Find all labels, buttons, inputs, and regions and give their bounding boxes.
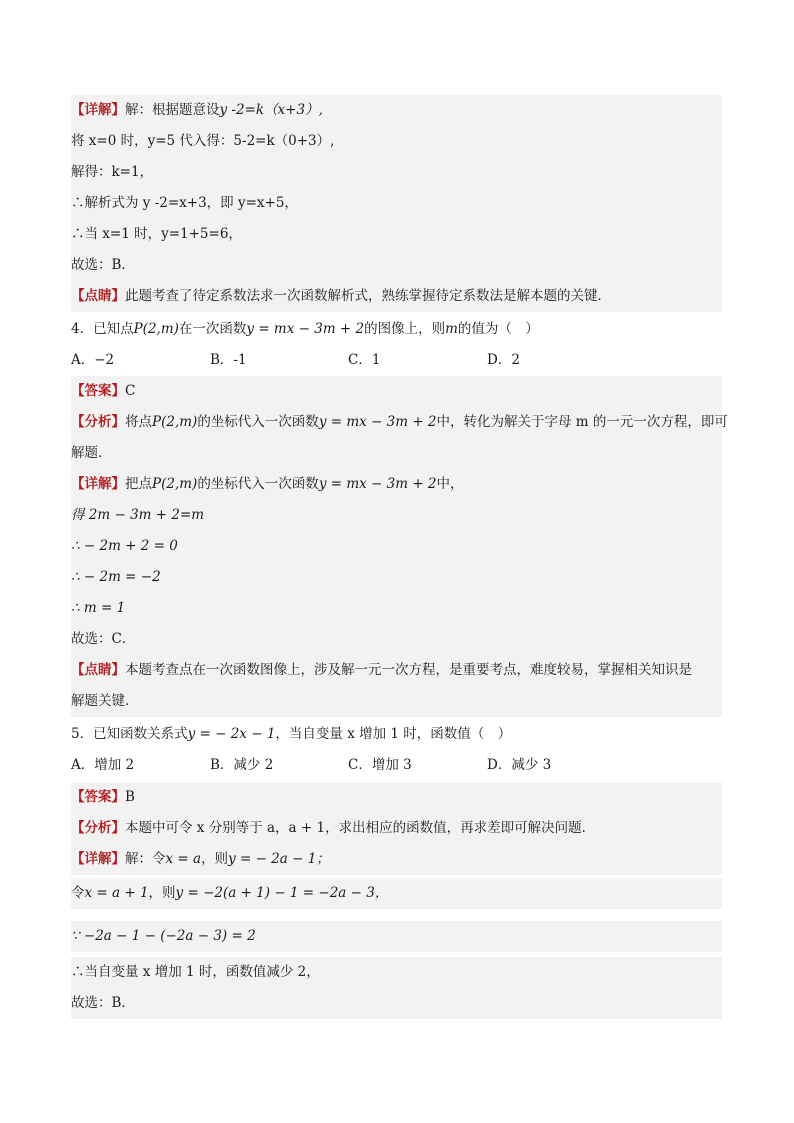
detail-tag: 【详解】 — [71, 102, 125, 118]
q5-function: y = − 2x − 1 — [187, 726, 276, 742]
q3-substitute-line: 将 x=0 时，y=5 代入得：5-2=k（0+3）, — [71, 126, 722, 157]
answer-value: B — [125, 789, 135, 805]
q3-detail-line — [71, 95, 722, 126]
q5-choice-line: 故选：B． — [71, 988, 722, 1019]
q4-comment-cont: 解题关键． — [71, 686, 722, 717]
q4-comment-line — [71, 655, 722, 686]
comment-tag: 【点睛】 — [71, 288, 125, 304]
q4-option-c: C．1 — [348, 352, 381, 368]
detail-text: 把点 — [125, 476, 152, 492]
comment-tag: 【点睛】 — [71, 662, 125, 678]
q5-stem-text: 5．已知函数关系式 — [71, 726, 188, 742]
detail-text: 解：根据题意设 — [125, 102, 220, 118]
q4-step-2: ∴ − 2m + 2 = 0 — [71, 531, 722, 562]
q4-step-1: 得 2m − 3m + 2=m — [71, 500, 722, 531]
q4-function: y = mx − 3m + 2 — [318, 414, 437, 430]
q5-stem — [71, 719, 722, 750]
q5-option-d: D．减少 3 — [487, 757, 552, 773]
q4-point: P(2,m) — [152, 414, 198, 430]
q5-step-3: ∴当自变量 x 增加 1 时，函数值减少 2， — [71, 957, 722, 988]
analysis-text: 的坐标代入一次函数 — [197, 414, 319, 430]
q4-detail-line — [71, 469, 722, 500]
detail-text: 解：令 — [125, 851, 166, 867]
q4-function: y = mx − 3m + 2 — [246, 321, 365, 337]
q4-option-b: B．-1 — [210, 352, 247, 368]
q4-stem-text: 的图像上，则 — [364, 321, 446, 337]
q5-let-expr: x = a + 1 — [84, 885, 149, 901]
q4-options — [71, 345, 722, 376]
q5-step-1 — [71, 878, 722, 909]
q4-stem-text: 4．已知点 — [71, 321, 134, 337]
q5-options — [71, 750, 722, 781]
q4-point: P(2,m) — [133, 321, 179, 337]
q5-analysis-line — [71, 813, 722, 844]
q4-answer-line — [71, 376, 722, 407]
q5-answer-line — [71, 782, 722, 813]
detail-text: 的坐标代入一次函数 — [197, 476, 319, 492]
q5-stem-text: ，当自变量 x 增加 1 时，函数值（ ） — [275, 726, 512, 742]
q4-function: y = mx − 3m + 2 — [318, 476, 437, 492]
q4-choice-line: 故选：C． — [71, 624, 722, 655]
q4-step-4: ∴ m = 1 — [71, 593, 722, 624]
analysis-tag: 【分析】 — [71, 414, 125, 430]
q4-analysis-line — [71, 407, 728, 438]
step-text: 令 — [71, 885, 85, 901]
q5-detail-line — [71, 844, 722, 875]
q4-step-3: ∴ − 2m = −2 — [71, 562, 722, 593]
q5-option-a: A．增加 2 — [71, 757, 135, 773]
detail-expr: y -2=k（x+3）, — [219, 102, 323, 118]
q4-stem-text: 的值为（ ） — [457, 321, 539, 337]
q4-option-d: D．2 — [487, 352, 520, 368]
q4-stem — [71, 314, 722, 345]
q4-option-a: A．−2 — [71, 352, 115, 368]
q5-let-expr: x = a — [165, 851, 202, 867]
answer-tag: 【答案】 — [71, 383, 125, 399]
analysis-tag: 【分析】 — [71, 820, 125, 836]
q4-variable: m — [445, 321, 458, 337]
analysis-text: 中，转化为解关于字母 m 的一元一次方程，即可 — [436, 414, 728, 430]
q3-choice-line: 故选：B． — [71, 250, 722, 281]
detail-tag: 【详解】 — [71, 476, 125, 492]
analysis-text: 本题中可令 x 分别等于 a，a + 1，求出相应的函数值，再求差即可解决问题． — [125, 820, 596, 836]
q5-step-2: ∵ −2a − 1 − (−2a − 3) = 2 — [71, 921, 722, 952]
q4-point: P(2,m) — [152, 476, 198, 492]
q5-value-expr: y = −2(a + 1) − 1 = −2a − 3， — [175, 885, 389, 901]
q3-expression-line: ∴解析式为 y -2=x+3，即 y=x+5， — [71, 188, 722, 219]
q4-stem-text: 在一次函数 — [178, 321, 247, 337]
q3-comment-line — [71, 281, 722, 312]
detail-text: ，则 — [201, 851, 229, 867]
step-text: ，则 — [148, 885, 176, 901]
answer-tag: 【答案】 — [71, 789, 125, 805]
analysis-text: 将点 — [125, 414, 152, 430]
q5-option-c: C．增加 3 — [348, 757, 412, 773]
comment-text: 此题考查了待定系数法求一次函数解析式，熟练掌握待定系数法是解本题的关键． — [125, 288, 611, 304]
detail-tag: 【详解】 — [71, 851, 125, 867]
q3-solve-line: 解得：k=1， — [71, 157, 722, 188]
detail-text: 中， — [436, 476, 464, 492]
q5-option-b: B．减少 2 — [210, 757, 274, 773]
q5-value-expr: y = − 2a − 1； — [228, 851, 330, 867]
q4-analysis-cont: 解题． — [71, 438, 722, 469]
q3-evaluate-line: ∴当 x=1 时，y=1+5=6， — [71, 219, 722, 250]
comment-text: 本题考查点在一次函数图像上，涉及解一元一次方程，是重要考点，难度较易，掌握相关知识是 — [125, 662, 692, 678]
answer-value: C — [125, 383, 136, 399]
